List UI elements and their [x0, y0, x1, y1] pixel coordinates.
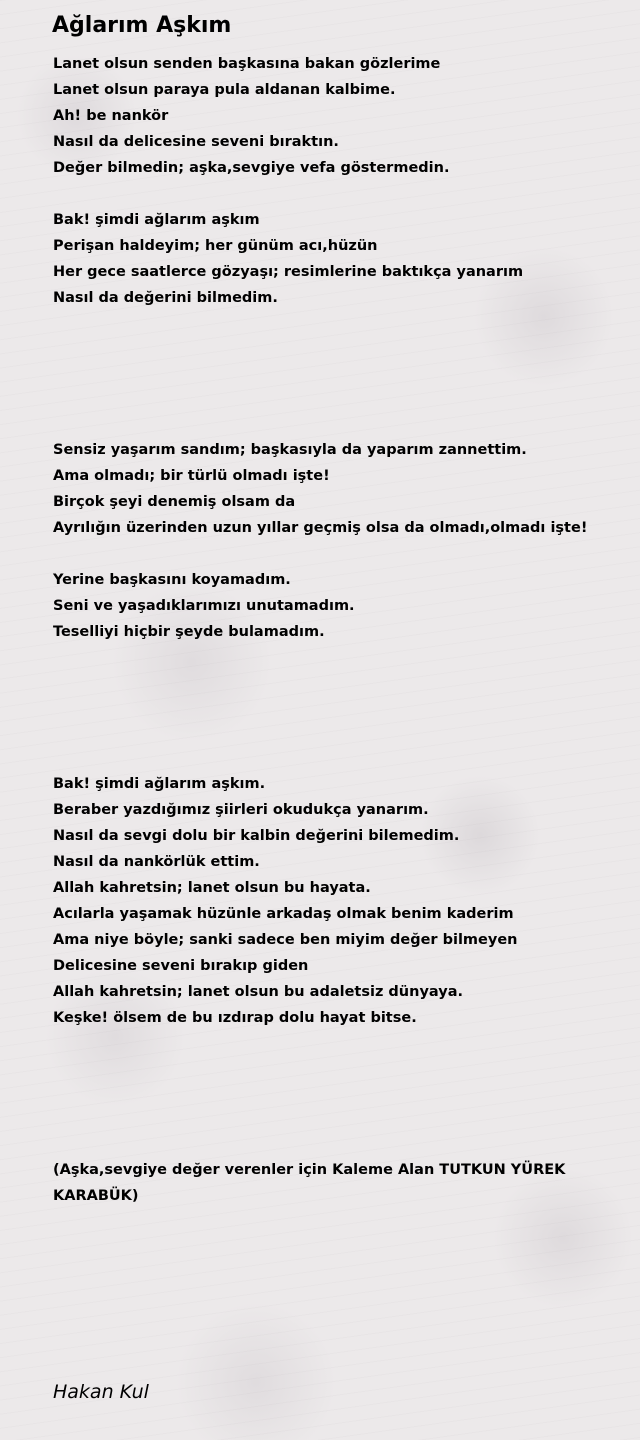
- poem-line: Yerine başkasını koyamadım.: [53, 572, 291, 588]
- poem-line: Beraber yazdığımız şiirleri okudukça yanarım.: [53, 802, 429, 818]
- poem-line: Allah kahretsin; lanet olsun bu hayata.: [53, 880, 371, 896]
- poem-line: Lanet olsun paraya pula aldanan kalbime.: [53, 82, 396, 98]
- poem-line: Seni ve yaşadıklarımızı unutamadım.: [53, 598, 355, 614]
- poem-line: Teselliyi hiçbir şeyde bulamadım.: [53, 624, 325, 640]
- poem-line: Ah! be nankör: [53, 108, 169, 124]
- poem-line: Her gece saatlerce gözyaşı; resimlerine baktıkça yanarım: [53, 264, 524, 280]
- poem-line: Delicesine seveni bırakıp giden: [53, 958, 309, 974]
- poem-line: Nasıl da sevgi dolu bir kalbin değerini bilemedim.: [53, 828, 460, 844]
- poem-line: Birçok şeyi denemiş olsam da: [53, 494, 296, 510]
- poem-line: Allah kahretsin; lanet olsun bu adaletsiz dünyaya.: [53, 984, 463, 1000]
- poem-line: Keşke! ölsem de bu ızdırap dolu hayat bitse.: [53, 1010, 417, 1026]
- poem-title: Ağlarım Aşkım: [52, 13, 232, 38]
- poem-line: Ama niye böyle; sanki sadece ben miyim değer bilmeyen: [53, 932, 518, 948]
- poem-line: Perişan haldeyim; her günüm acı,hüzün: [53, 238, 378, 254]
- poem-line: Nasıl da delicesine seveni bıraktın.: [53, 134, 339, 150]
- dedication-line: (Aşka,sevgiye değer verenler için Kaleme Alan TUTKUN YÜREK: [53, 1162, 566, 1178]
- poem-line: Ama olmadı; bir türlü olmadı işte!: [53, 468, 330, 484]
- poem-line: Ayrılığın üzerinden uzun yıllar geçmiş olsa da olmadı,olmadı işte!: [53, 520, 588, 536]
- poem-line: Nasıl da değerini bilmedim.: [53, 290, 278, 306]
- poem-line: Değer bilmedin; aşka,sevgiye vefa göstermedin.: [53, 160, 450, 176]
- dedication-line: KARABÜK): [53, 1188, 139, 1204]
- poem-line: Bak! şimdi ağlarım aşkım: [53, 212, 260, 228]
- poem-line: Sensiz yaşarım sandım; başkasıyla da yaparım zannettim.: [53, 442, 527, 458]
- author-name: Hakan Kul: [53, 1381, 149, 1403]
- poem-line: Nasıl da nankörlük ettim.: [53, 854, 260, 870]
- poem-line: Lanet olsun senden başkasına bakan gözlerime: [53, 56, 441, 72]
- poem-line: Acılarla yaşamak hüzünle arkadaş olmak benim kaderim: [53, 906, 514, 922]
- poem-line: Bak! şimdi ağlarım aşkım.: [53, 776, 266, 792]
